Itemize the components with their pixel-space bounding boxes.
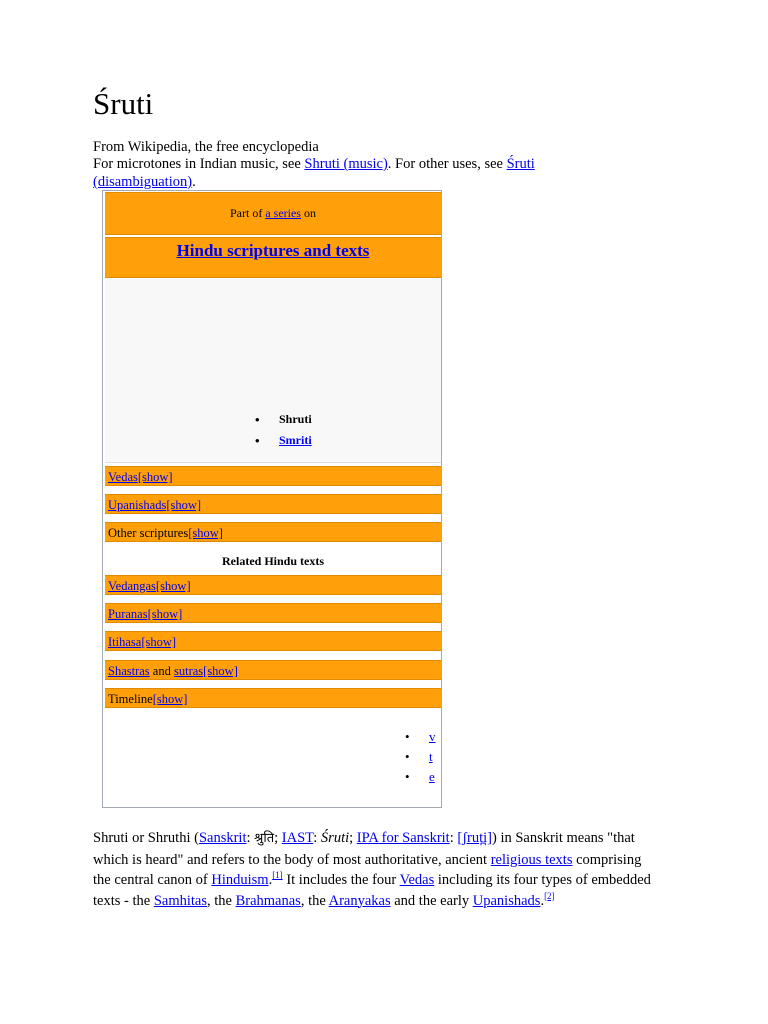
nav-row-shastras-sutras[interactable] bbox=[105, 660, 441, 680]
series-title bbox=[105, 237, 441, 278]
nav-row-timeline[interactable] bbox=[105, 688, 441, 708]
nav-row-vedas[interactable] bbox=[105, 466, 441, 486]
samhitas-link[interactable]: Samhitas bbox=[153, 892, 207, 909]
a-series-link[interactable]: a series bbox=[265, 206, 301, 220]
vedas-show-toggle[interactable]: [show] bbox=[137, 470, 173, 484]
page-title: Śruti bbox=[93, 86, 154, 121]
view-template-link[interactable]: v bbox=[429, 729, 436, 744]
iast-word: Śruti bbox=[320, 830, 350, 846]
upanishads-link[interactable]: Upanishads bbox=[108, 498, 167, 512]
nav-row-upanishads[interactable] bbox=[105, 494, 441, 514]
upanishads-body-link[interactable]: Upanishads bbox=[472, 892, 541, 909]
part-of-series-header: Part of a series on bbox=[105, 192, 441, 235]
hinduism-link[interactable]: Hinduism bbox=[211, 872, 269, 888]
brahmanas-link[interactable]: Brahmanas bbox=[235, 892, 301, 909]
shruti-smriti-list bbox=[255, 409, 312, 451]
hatnote-text: For microtones in Indian music, see bbox=[93, 156, 305, 172]
list-item-v[interactable] bbox=[405, 727, 436, 747]
vedas-body-link[interactable]: Vedas bbox=[399, 872, 435, 888]
series-infobox bbox=[102, 190, 442, 808]
religious-texts-link[interactable]: religious texts bbox=[490, 851, 573, 868]
iast-link[interactable]: IAST bbox=[281, 830, 314, 846]
shruti-music-link[interactable]: Shruti (music) bbox=[304, 156, 388, 172]
itihasa-show-toggle[interactable]: [show] bbox=[141, 635, 177, 649]
shastras-link[interactable]: Shastras bbox=[108, 664, 150, 678]
other-scriptures-label: Other scriptures bbox=[108, 526, 189, 540]
list-item-t[interactable] bbox=[405, 747, 436, 767]
puranas-show-toggle[interactable]: [show] bbox=[147, 607, 183, 621]
list-item-shruti: • Shruti bbox=[255, 409, 312, 430]
hatnote-text: . For other uses, see bbox=[387, 156, 507, 172]
sruti-disambiguation-link[interactable]: Śruti (disambiguation) bbox=[93, 156, 535, 190]
and-text: and bbox=[149, 664, 174, 678]
reference-2-link[interactable]: [2] bbox=[544, 890, 555, 901]
vedangas-show-toggle[interactable]: [show] bbox=[155, 579, 191, 593]
hatnote bbox=[93, 155, 583, 191]
devanagari-text: श्रुति bbox=[254, 831, 275, 846]
sutras-link[interactable]: sutras bbox=[173, 664, 204, 678]
vte-list bbox=[405, 727, 436, 787]
smriti-link[interactable]: Smriti bbox=[279, 433, 312, 447]
aranyakas-link[interactable]: Aranyakas bbox=[328, 892, 391, 909]
other-scriptures-show-toggle[interactable]: [show] bbox=[188, 526, 223, 540]
hatnote-text: . bbox=[192, 174, 196, 190]
puranas-link[interactable]: Puranas bbox=[108, 607, 148, 621]
nav-row-itihasa[interactable] bbox=[105, 631, 441, 651]
ipa-sanskrit-link[interactable]: IPA for Sanskrit bbox=[356, 830, 450, 846]
list-item-smriti[interactable] bbox=[255, 430, 312, 451]
tagline: From Wikipedia, the free encyclopedia bbox=[93, 139, 319, 155]
timeline-label: Timeline bbox=[108, 692, 153, 706]
vedangas-link[interactable]: Vedangas bbox=[108, 579, 156, 593]
shastras-show-toggle[interactable]: [show] bbox=[203, 664, 238, 678]
infobox-image-area bbox=[105, 279, 441, 463]
itihasa-link[interactable]: Itihasa bbox=[108, 635, 142, 649]
upanishads-show-toggle[interactable]: [show] bbox=[166, 498, 202, 512]
reference-1-link[interactable]: [1] bbox=[272, 870, 283, 881]
list-item-e[interactable] bbox=[405, 767, 436, 787]
talk-template-link[interactable]: t bbox=[429, 749, 433, 764]
vedas-link[interactable]: Vedas bbox=[108, 470, 138, 484]
related-hindu-texts-heading: Related Hindu texts bbox=[222, 554, 324, 568]
intro-paragraph: Shruti or Shruthi (Sanskrit: श्रुति; IAST: Śruti; IPA for Sanskrit: [ʃrut̪i]) in Sanskrit means "that which is heard" and refers to the body of most authoritative, ancient religious texts comprising the central canon of Hinduism.[1] It includes the four Vedas including its four types of embedded texts - the Samhitas, the Brahmanas, the Aranyakas and the early Upanishads.[2] bbox=[93, 830, 651, 909]
sanskrit-link[interactable]: Sanskrit bbox=[198, 830, 247, 846]
nav-row-puranas[interactable] bbox=[105, 603, 441, 623]
nav-row-other-scriptures[interactable] bbox=[105, 522, 441, 542]
ipa-pronunciation-link[interactable]: [ʃrut̪i] bbox=[457, 830, 492, 846]
hindu-scriptures-link[interactable]: Hindu scriptures and texts bbox=[176, 241, 370, 260]
nav-row-vedangas[interactable] bbox=[105, 575, 441, 595]
edit-template-link[interactable]: e bbox=[429, 769, 435, 784]
timeline-show-toggle[interactable]: [show] bbox=[152, 692, 188, 706]
